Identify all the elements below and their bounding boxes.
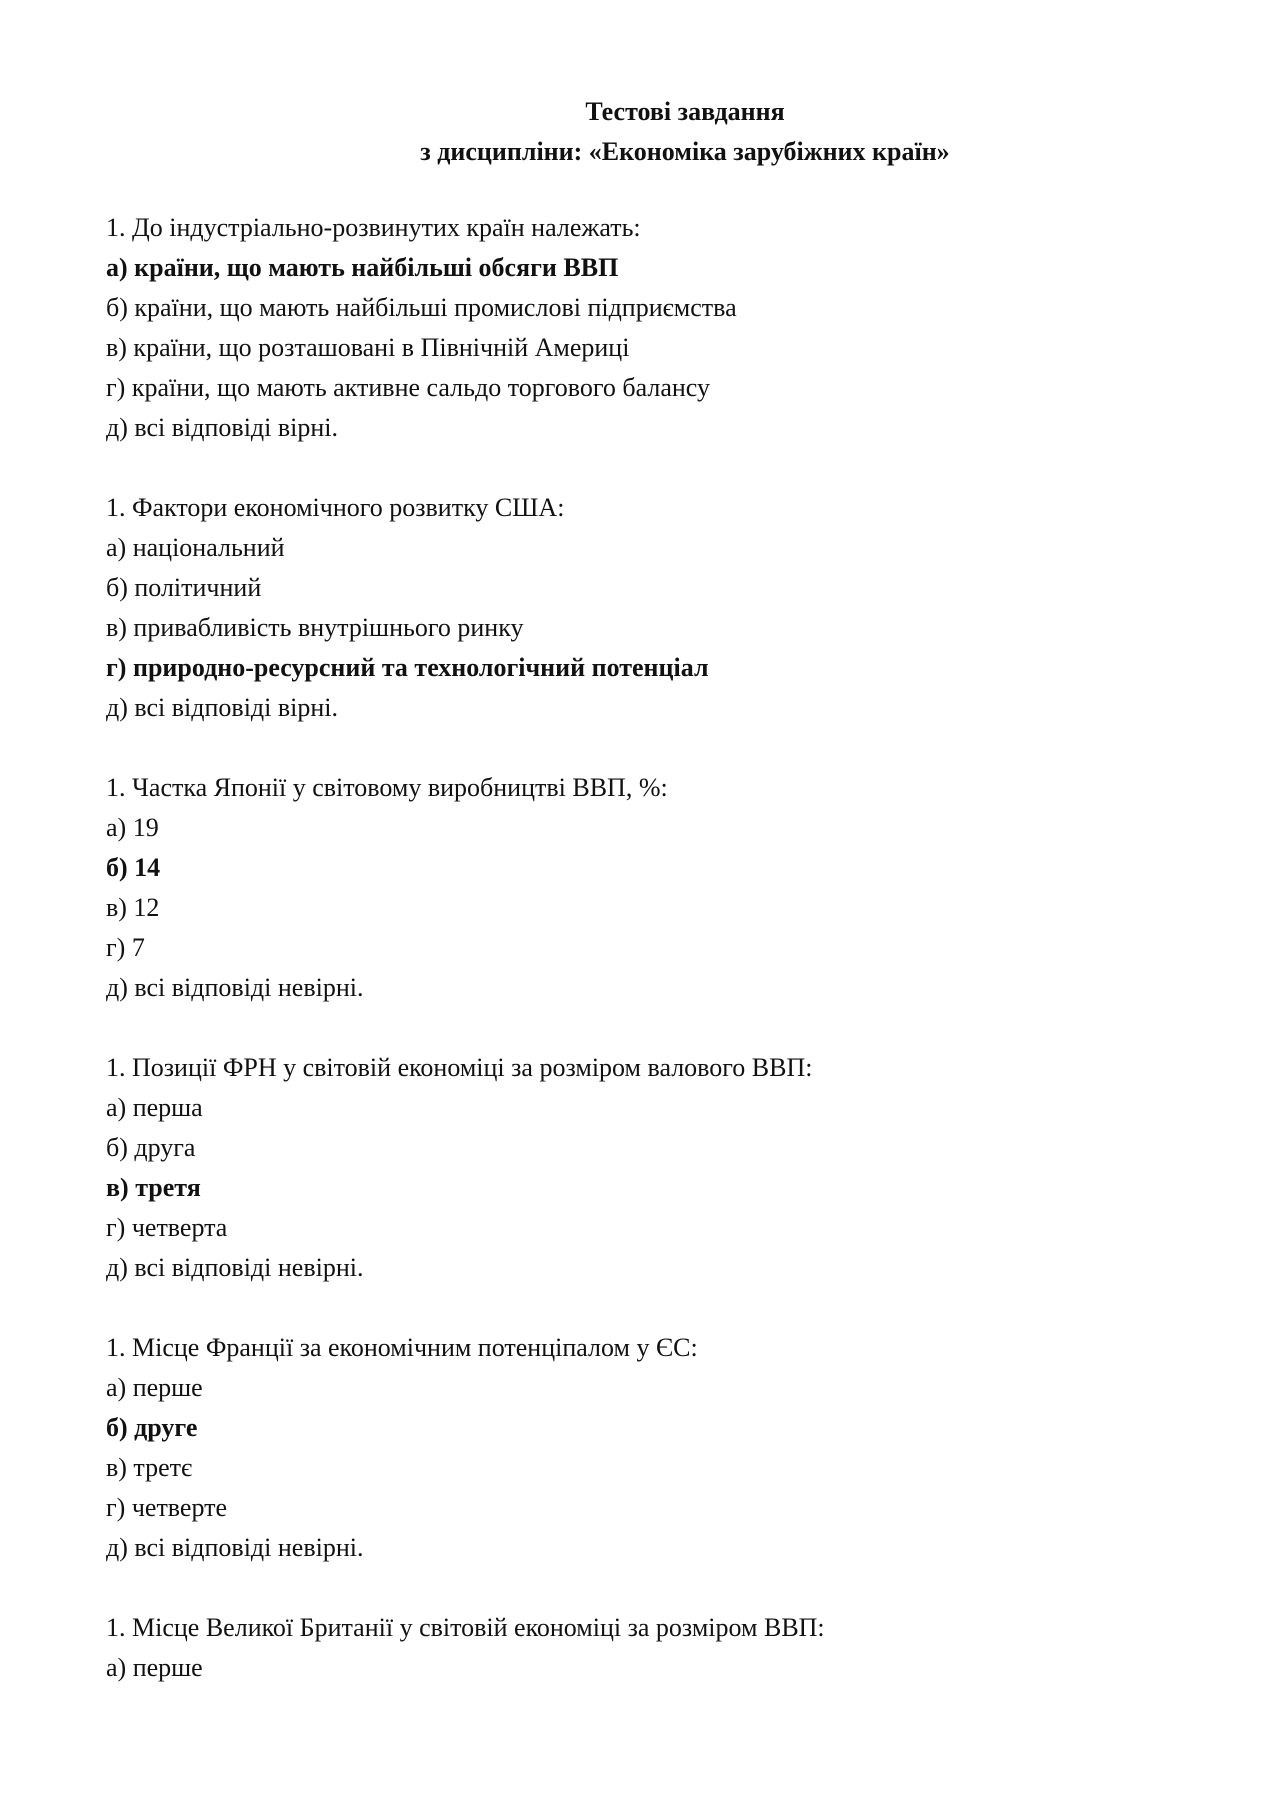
question-text: 1. Місце Франції за економічним потенціпалом у ЄС:	[106, 1333, 698, 1362]
answer-option: а) перше	[106, 1373, 203, 1402]
question-block	[106, 1608, 1206, 1688]
answer-option: в) третє	[106, 1453, 193, 1482]
answer-option: в) країни, що розташовані в Північній Америці	[106, 333, 630, 362]
question-text: 1. Фактори економічного розвитку США:	[106, 493, 565, 522]
question-block	[106, 488, 1206, 728]
question-list	[106, 208, 1206, 1728]
answer-option: б) політичний	[106, 573, 262, 602]
question-text: 1. Місце Великої Британії у світовій економіці за розміром ВВП:	[106, 1613, 825, 1642]
question-text: 1. До індустріально-розвинутих країн належать:	[106, 213, 641, 242]
answer-option: д) всі відповіді вірні.	[106, 413, 339, 442]
question-block	[106, 1328, 1206, 1568]
answer-option: а) 19	[106, 813, 159, 842]
answer-option: в) третя	[106, 1173, 201, 1202]
answer-option: а) національний	[106, 533, 285, 562]
answer-option: г) четверте	[106, 1493, 228, 1522]
document-header	[0, 92, 1280, 172]
answer-option: в) 12	[106, 893, 160, 922]
answer-option: б) друге	[106, 1413, 198, 1442]
answer-option: а) перше	[106, 1653, 203, 1682]
answer-option: б) країни, що мають найбільші промислові підприємства	[106, 293, 737, 322]
question-block	[106, 1048, 1206, 1288]
answer-option: д) всі відповіді невірні.	[106, 973, 364, 1002]
answer-option: г) природно-ресурсний та технологічний потенціал	[106, 653, 709, 682]
question-block	[106, 208, 1206, 448]
answer-option: а) перша	[106, 1093, 203, 1122]
answer-option: б) 14	[106, 853, 161, 882]
document-subtitle: з дисципліни: «Економіка зарубіжних країн»	[420, 137, 950, 166]
answer-option: г) 7	[106, 933, 145, 962]
answer-option: д) всі відповіді невірні.	[106, 1533, 364, 1562]
answer-option: в) привабливість внутрішнього ринку	[106, 613, 524, 642]
answer-option: г) країни, що мають активне сальдо торгового балансу	[106, 373, 710, 402]
document-title: Тестові завдання	[585, 97, 785, 126]
answer-option: г) четверта	[106, 1213, 228, 1242]
question-text: 1. Позиції ФРН у світовій економіці за розміром валового ВВП:	[106, 1053, 813, 1082]
question-block	[106, 768, 1206, 1008]
answer-option: д) всі відповіді невірні.	[106, 1253, 364, 1282]
question-text: 1. Частка Японії у світовому виробництві ВВП, %:	[106, 773, 668, 802]
answer-option: б) друга	[106, 1133, 196, 1162]
answer-option: д) всі відповіді вірні.	[106, 693, 339, 722]
answer-option: а) країни, що мають найбільші обсяги ВВП	[106, 253, 619, 282]
